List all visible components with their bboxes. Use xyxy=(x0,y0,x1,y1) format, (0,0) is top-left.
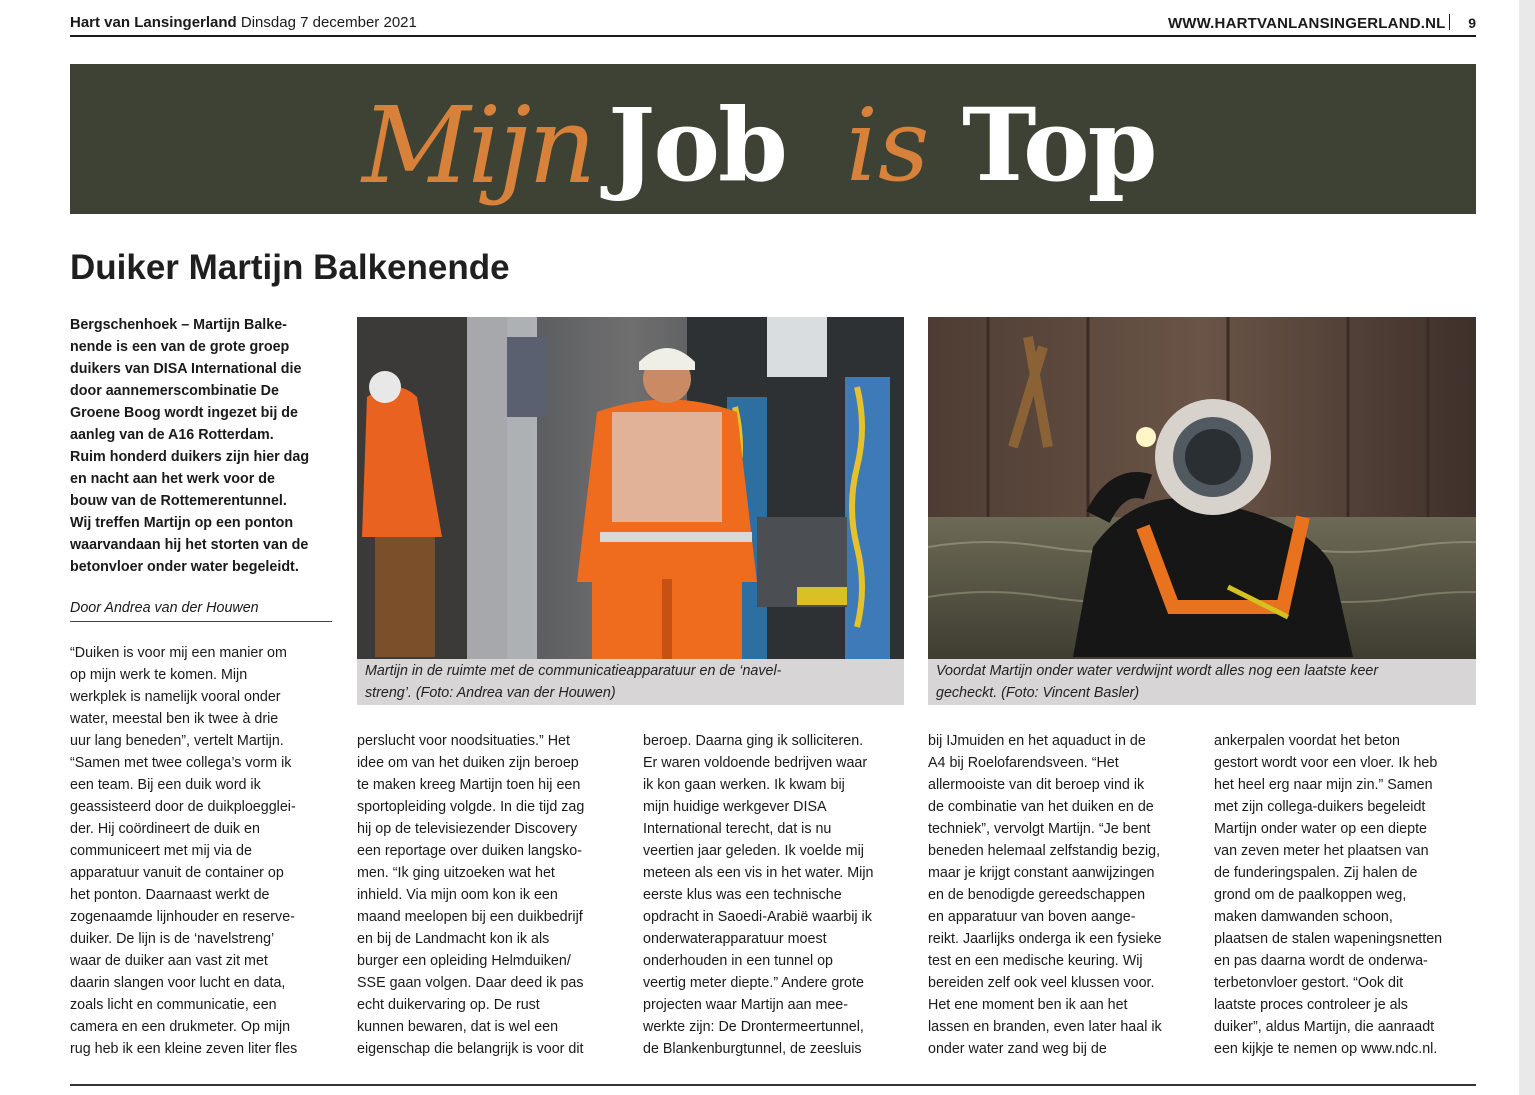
byline-rule xyxy=(70,621,332,622)
body-line: zogenaamde lijnhouder en reserve- xyxy=(70,909,295,925)
body-column-1 xyxy=(70,642,297,1060)
body-line: terbetonvloer gestort. “Ook dit xyxy=(1214,975,1404,991)
body-column-5 xyxy=(1214,730,1442,1060)
body-line: projecten waar Martijn aan mee- xyxy=(643,997,849,1013)
section-banner xyxy=(70,64,1476,214)
body-line: het heel erg naar mijn zin.” Samen xyxy=(1214,777,1433,793)
body-line: International terecht, dat is nu xyxy=(643,821,832,837)
body-line: een kijkje te nemen op www.ndc.nl. xyxy=(1214,1041,1438,1057)
body-line: laatste proces controleer je als xyxy=(1214,997,1408,1013)
body-line: perslucht voor noodsituaties.” Het xyxy=(357,733,570,749)
intro-line: betonvloer onder water begeleidt. xyxy=(70,559,299,575)
byline: Door Andrea van der Houwen xyxy=(70,600,259,616)
body-line: SSE gaan volgen. Daar deed ik pas xyxy=(357,975,584,991)
body-line: duiker. De lijn is de ‘navelstreng’ xyxy=(70,931,275,947)
body-line: ankerpalen voordat het beton xyxy=(1214,733,1400,749)
body-line: plaatsen de stalen wapeningsnetten xyxy=(1214,931,1443,947)
body-line: idee om van het duiken zijn beroep xyxy=(357,755,579,771)
publication-name: Hart van Lansingerland xyxy=(70,14,237,31)
body-column-3 xyxy=(643,730,873,1060)
body-line: het ponton. Daarnaast werkt de xyxy=(70,887,270,903)
body-line: meteen als een vis in het water. Mijn xyxy=(643,865,874,881)
body-line: op mijn werk te komen. Mijn xyxy=(70,667,248,683)
body-line: veertien jaar geleden. Ik voelde mij xyxy=(643,843,864,859)
body-line: lassen en branden, even later haal ik xyxy=(928,1019,1162,1035)
body-line: veertig meter diepte.” Andere grote xyxy=(643,975,864,991)
running-header xyxy=(70,14,1476,36)
body-line: en de benodigde gereedschappen xyxy=(928,887,1146,903)
intro-line: bouw van de Rottemerentunnel. xyxy=(70,493,287,509)
body-line: ik kon gaan werken. Ik kwam bij xyxy=(643,777,845,793)
body-line: grond om de paalkoppen weg, xyxy=(1214,887,1407,903)
body-line: bereiden zelf ook veel klussen voor. xyxy=(928,975,1155,991)
body-line: allermooiste van dit beroep vind ik xyxy=(928,777,1145,793)
body-line: Er waren voldoende bedrijven waar xyxy=(643,755,868,771)
body-line: echt duikervaring op. De rust xyxy=(357,997,540,1013)
banner-word-mijn: Mijn xyxy=(362,84,594,207)
banner-logo xyxy=(70,64,1476,214)
body-line: een team. Bij een duik word ik xyxy=(70,777,261,793)
intro-line: waarvandaan hij het storten van de xyxy=(70,537,309,553)
body-line: maand meelopen bij een duikbedrijf xyxy=(357,909,583,925)
intro-line: Ruim honderd duikers zijn hier dag xyxy=(70,449,310,465)
body-line: opdracht in Saoedi-Arabië waarbij ik xyxy=(643,909,872,925)
body-line: uur lang beneden”, vertelt Martijn. xyxy=(70,733,284,749)
banner-word-is: is xyxy=(846,87,930,204)
header-separator xyxy=(1449,14,1451,30)
photo-caption xyxy=(928,659,1476,705)
body-line: A4 bij Roelofarendsveen. “Het xyxy=(928,755,1119,771)
body-line: sportopleiding volgde. In die tijd zag xyxy=(357,799,585,815)
body-column-4 xyxy=(928,730,1162,1060)
body-line: men. “Ik ging uitzoeken wat het xyxy=(357,865,555,881)
caption-line: Martijn in de ruimte met de communicatieapparatuur en de ‘navel- xyxy=(365,663,782,679)
page-number: 9 xyxy=(1468,15,1476,31)
footer-rule xyxy=(70,1084,1476,1086)
body-line: beroep. Daarna ging ik solliciteren. xyxy=(643,733,864,749)
body-line: met zijn collega-duikers begeleidt xyxy=(1214,799,1426,815)
photo-diver-in-water xyxy=(928,317,1476,659)
body-line: mijn huidige werkgever DISA xyxy=(643,799,827,815)
body-line: maken damwanden schoon, xyxy=(1214,909,1393,925)
body-line: water, meestal ben ik twee à drie xyxy=(70,711,279,727)
banner-word-job: Job xyxy=(608,86,786,204)
body-line: te maken kreeg Martijn toen hij een xyxy=(357,777,581,793)
photo-diver-in-water-icon xyxy=(928,317,1476,659)
intro-line: Wij treffen Martijn op een ponton xyxy=(70,515,294,531)
body-line: beneden helemaal zelfstandig bezig, xyxy=(928,843,1161,859)
body-line: en apparatuur van boven aange- xyxy=(928,909,1136,925)
photo-caption xyxy=(357,659,904,705)
header-rule xyxy=(70,35,1476,37)
body-line: techniek”, vervolgt Martijn. “Je bent xyxy=(928,821,1151,837)
body-column-2 xyxy=(357,730,584,1060)
photo-diver-on-pontoon xyxy=(357,317,904,659)
body-line: onderhouden in een tunnel op xyxy=(643,953,833,969)
caption-line: streng’. (Foto: Andrea van der Houwen) xyxy=(365,685,616,701)
body-line: de funderingspalen. Zij halen de xyxy=(1214,865,1418,881)
website-url[interactable]: WWW.HARTVANLANSINGERLAND.NL xyxy=(1167,15,1446,32)
body-line: waar de duiker aan vast zit met xyxy=(70,953,268,969)
body-line: test en een medische keuring. Wij xyxy=(928,953,1143,969)
body-line: apparatuur vanuit de container op xyxy=(70,865,284,881)
intro-line: duikers van DISA International die xyxy=(70,361,302,377)
body-line: “Samen met twee collega’s vorm ik xyxy=(70,755,292,771)
body-line: en bij de Landmacht kon ik als xyxy=(357,931,550,947)
caption-line: Voordat Martijn onder water verdwijnt wordt alles nog een laatste keer xyxy=(936,663,1379,679)
intro-line: Bergschenhoek – Martijn Balke- xyxy=(70,317,287,333)
body-line: de Blankenburgtunnel, de zeesluis xyxy=(643,1041,862,1057)
body-line: reikt. Jaarlijks onderga ik een fysieke xyxy=(928,931,1162,947)
banner-word-top: Top xyxy=(962,86,1156,204)
body-line: maar je krijgt constant aanwijzingen xyxy=(928,865,1155,881)
body-line: hij op de televisiezender Discovery xyxy=(357,821,578,837)
body-line: gestort wordt voor een vloer. Ik heb xyxy=(1214,755,1438,771)
body-line: Martijn onder water op een diepte xyxy=(1214,821,1427,837)
article-title: Duiker Martijn Balkenende xyxy=(70,248,510,287)
intro-line: nende is een van de grote groep xyxy=(70,339,290,355)
body-line: duiker”, aldus Martijn, die aanraadt xyxy=(1214,1019,1435,1035)
body-line: werkplek is namelijk vooral onder xyxy=(70,689,281,705)
intro-line: door aannemerscombinatie De xyxy=(70,383,279,399)
issue-date: Dinsdag 7 december 2021 xyxy=(240,14,417,31)
body-line: de combinatie van het duiken en de xyxy=(928,799,1154,815)
page-edge xyxy=(1519,0,1535,1095)
body-line: onderwaterapparatuur moest xyxy=(643,931,827,947)
body-line: eerste klus was een technische xyxy=(643,887,842,903)
body-line: geassisteerd door de duikploegglei- xyxy=(70,799,296,815)
body-line: rug heb ik een kleine zeven liter fles xyxy=(70,1041,298,1057)
intro-line: aanleg van de A16 Rotterdam. xyxy=(70,427,274,443)
article-intro xyxy=(70,314,335,578)
body-line: burger een opleiding Helmduiken/ xyxy=(357,953,571,969)
body-line: communiceert met mij via de xyxy=(70,843,252,859)
body-line: bij IJmuiden en het aquaduct in de xyxy=(928,733,1146,749)
body-line: onder water zand weg bij de xyxy=(928,1041,1107,1057)
body-line: een reportage over duiken langsko- xyxy=(357,843,582,859)
body-line: der. Hij coördineert de duik en xyxy=(70,821,260,837)
body-line: eigenschap die belangrijk is voor dit xyxy=(357,1041,584,1057)
body-line: “Duiken is voor mij een manier om xyxy=(70,645,287,661)
intro-line: Groene Boog wordt ingezet bij de xyxy=(70,405,298,421)
body-line: Het ene moment ben ik aan het xyxy=(928,997,1128,1013)
body-line: en pas daarna wordt de onderwa- xyxy=(1214,953,1428,969)
body-line: daarin slangen voor lucht en data, xyxy=(70,975,286,991)
caption-line: gecheckt. (Foto: Vincent Basler) xyxy=(936,685,1140,701)
body-line: inhield. Via mijn oom kon ik een xyxy=(357,887,558,903)
body-line: werkte zijn: De Drontermeertunnel, xyxy=(643,1019,864,1035)
body-line: camera en een drukmeter. Op mijn xyxy=(70,1019,291,1035)
photo-diver-on-pontoon-icon xyxy=(357,317,904,659)
intro-line: en nacht aan het werk voor de xyxy=(70,471,275,487)
body-line: zoals licht en communicatie, een xyxy=(70,997,277,1013)
body-line: kunnen bewaren, dat is wel een xyxy=(357,1019,559,1035)
body-line: van zeven meter het plaatsen van xyxy=(1214,843,1429,859)
